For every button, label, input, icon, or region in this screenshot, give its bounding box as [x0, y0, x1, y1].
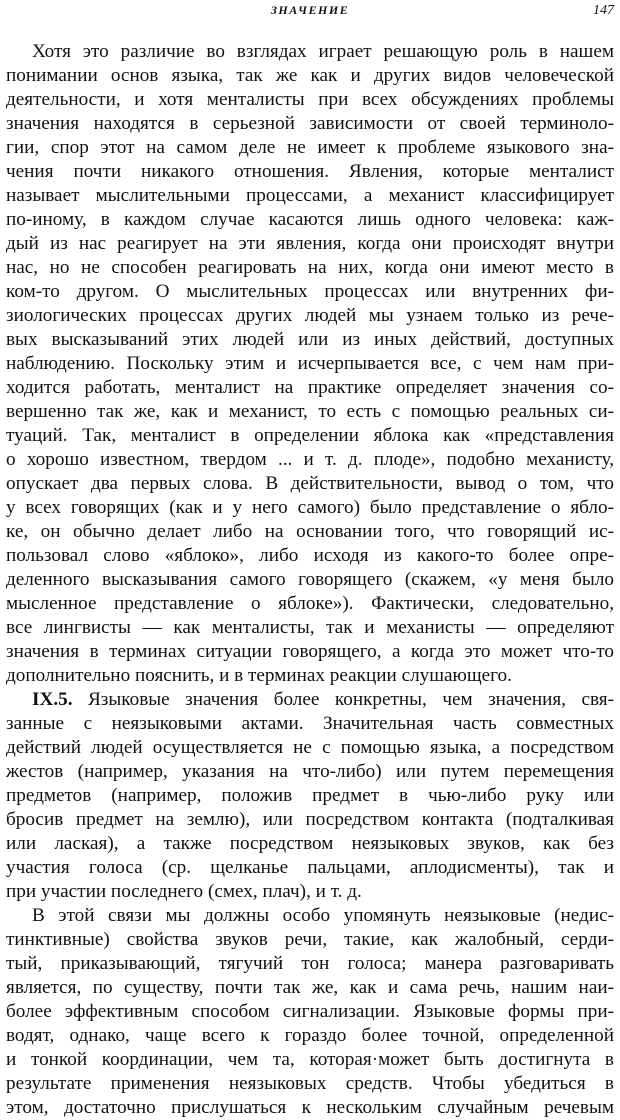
- text-line: и тонкой координации, чем та, которая·может быть достигнута в: [6, 1049, 614, 1070]
- text-line: при участии последнего (смех, плач), и т. д.: [6, 881, 362, 902]
- text-line: значения находятся в серьезной зависимости от своей терминоло-: [6, 113, 614, 134]
- text-line: результате применения неязыковых средств. Чтобы убедиться в: [6, 1073, 614, 1094]
- text-line: дый из нас реагирует на эти явления, когда они происходят внутри: [6, 233, 614, 254]
- section-first-line-text: Языковые значения более конкретны, чем значения, свя-: [87, 689, 614, 710]
- running-head: ЗНАЧЕНИЕ: [270, 3, 350, 17]
- text-line: у всех говорящих (как и у него самого) было представление о ябло-: [6, 497, 614, 518]
- text-line: предметов (например, положив предмет в чью-либо руку или: [6, 785, 614, 806]
- section-paragraph: [6, 688, 614, 904]
- text-line: действий людей осуществляется не с помощью языка, а посредством: [6, 737, 614, 758]
- text-line: называет мыслительными процессами, а механист классифицирует: [6, 185, 614, 206]
- text-line: этом, достаточно прислушаться к нескольким случайным речевым: [6, 1097, 614, 1118]
- text-line: тый, приказывающий, тягучий тон голоса; манера разговаривать: [6, 953, 614, 974]
- text-line: туаций. Так, менталист в определении яблока как «представления: [6, 425, 614, 446]
- text-line: ком-то другом. О мыслительных процессах или внутренних фи-: [6, 281, 614, 302]
- text-line: зиологических процессах других людей мы узнаем только из рече-: [6, 305, 614, 326]
- text-line: ходится работать, менталист на практике определяет значения со-: [6, 377, 614, 398]
- text-line: ке, он обычно делает либо на основании того, что говорящий ис-: [6, 521, 614, 542]
- section-first-line: [6, 688, 614, 712]
- text-line: гии, спор этот на самом деле не имеет к проблеме языкового зна-: [6, 137, 614, 158]
- text-line: бросив предмет на землю), или посредством контакта (подталкивая: [6, 809, 614, 830]
- text-line: все лингвисты — как менталисты, так и механисты — определяют: [6, 617, 614, 638]
- page-header: [0, 2, 620, 24]
- text-line: чения почти никакого отношения. Явления, которые менталист: [6, 161, 614, 182]
- text-line: наблюдению. Поскольку этим и исчерпывается все, с чем нам при-: [6, 353, 614, 374]
- text-line: тинктивные) свойства звуков речи, такие, как жалобный, серди-: [6, 929, 614, 950]
- section-number: IX.5.: [32, 689, 73, 710]
- text-line: занные с неязыковыми актами. Значительная часть совместных: [6, 713, 614, 734]
- text-line: значения в терминах ситуации говорящего, а когда это может что-то: [6, 641, 614, 662]
- paragraph-1: [6, 40, 614, 688]
- text-line: водят, однако, чаще всего к гораздо более точной, определенной: [6, 1025, 614, 1046]
- text-line: или лаская), а также посредством неязыковых звуков, как без: [6, 833, 614, 854]
- text-line: пользовал слово «яблоко», либо исходя из какого-то более опре-: [6, 545, 614, 566]
- text-line: жестов (например, указания на что-либо) или путем перемещения: [6, 761, 614, 782]
- text-line: понимании основ языка, так же как и других видов человеческой: [6, 65, 614, 86]
- text-line: опускает два первых слова. В действительности, вывод о том, что: [6, 473, 614, 494]
- text-line: В этой связи мы должны особо упомянуть неязыковые (недис-: [32, 905, 614, 926]
- text-line: деятельности, и хотя менталисты при всех обсуждениях проблемы: [6, 89, 614, 110]
- text-line: вершенно так же, как и механист, то есть с помощью реальных си-: [6, 401, 614, 422]
- text-line: вых высказываний этих людей или из иных действий, доступных: [6, 329, 614, 350]
- text-line: нас, но не способен реагировать на них, когда они имеют место в: [6, 257, 614, 278]
- text-line: мысленное представление о яблоке»). Фактически, следовательно,: [6, 593, 614, 614]
- paragraph-3: [6, 904, 614, 1120]
- text-line: по-иному, в каждом случае касаются лишь одного человека: каж-: [6, 209, 614, 230]
- text-line: дополнительно пояснить, и в терминах реакции слушающего.: [6, 665, 512, 686]
- text-line: является, по существу, почти так же, как и сама речь, нашим наи-: [6, 977, 614, 998]
- text-line: участия голоса (ср. щелканье пальцами, аплодисменты), так и: [6, 857, 614, 878]
- text-line: о хорошо известном, твердом ... и т. д. плоде», подобно механисту,: [6, 449, 614, 470]
- text-line: Хотя это различие во взглядах играет решающую роль в нашем: [32, 41, 614, 62]
- body-text: [6, 40, 614, 1120]
- text-line: деленного высказывания самого говорящего (скажем, «у меня было: [6, 569, 614, 590]
- text-line: более эффективным способом сигнализации. Языковые формы при-: [6, 1001, 614, 1022]
- page-number: 147: [593, 3, 614, 18]
